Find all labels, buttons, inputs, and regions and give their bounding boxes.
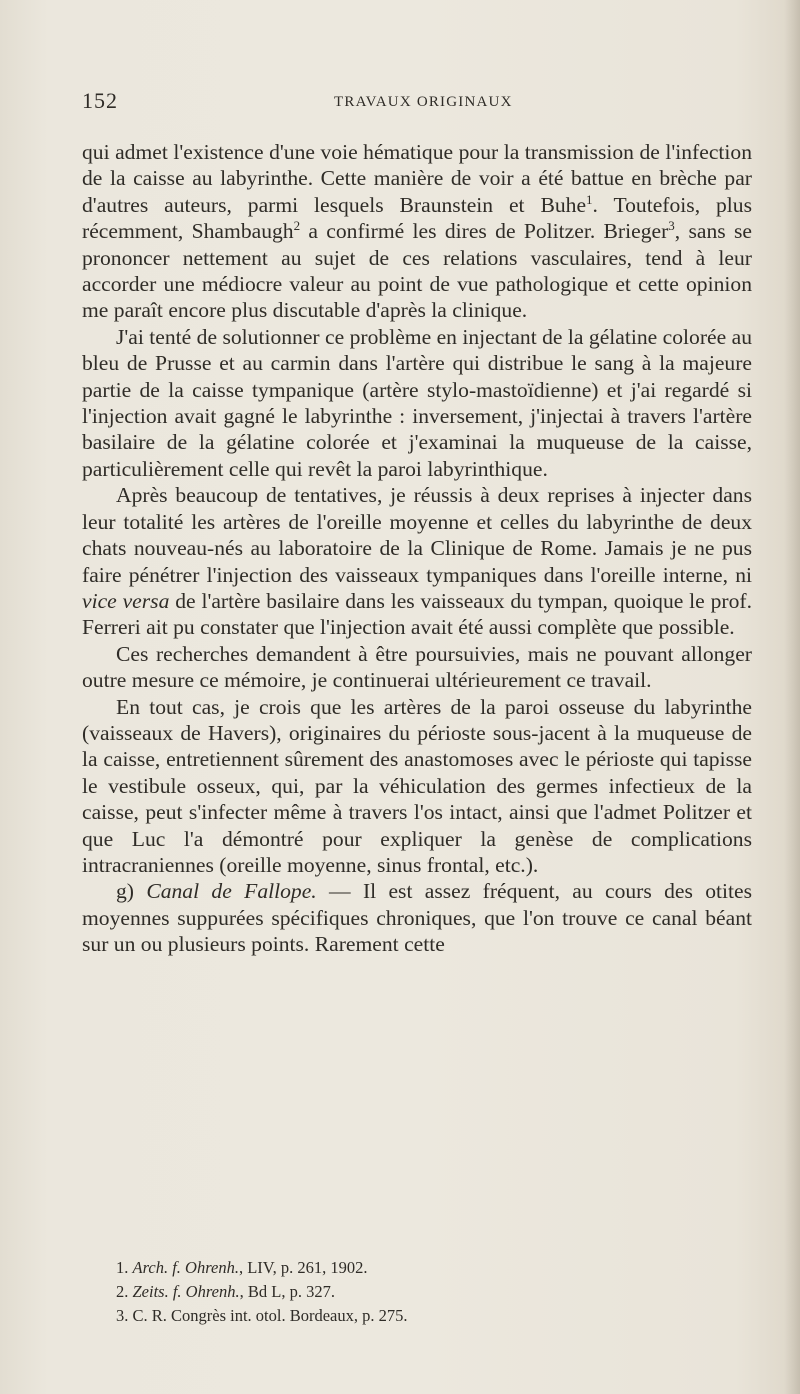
body-text <box>82 139 752 958</box>
page-header <box>82 88 750 118</box>
vice-versa-italic: vice versa <box>82 588 170 613</box>
paragraph-further-research: Ces recherches demandent à être poursuivies, mais ne pouvant allonger outre mesure ce mémoire, je continuerai ultérieurement ce travail. <box>82 641 752 693</box>
paragraph-injection-method: J'ai tenté de solutionner ce problème en injectant de la gélatine colorée au bleu de Prusse et au carmin dans l'artère qui distribue le sang à la majeure partie de la caisse tympanique (artère stylo-mastoïdienne) et j'ai regardé si l'injection avait gagné le labyrinthe : inversement, j'injectai à travers l'artère basilaire de la gélatine colorée et j'examinai la muqueuse de la caisse, particulièrement celle qui revêt la paroi labyrinthique. <box>82 324 752 481</box>
footnote-ref-2: 2 <box>293 218 301 234</box>
paragraph-havers-vessels: En tout cas, je crois que les artères de la paroi osseuse du labyrinthe (vaisseaux de Havers), originaires du périoste sous-jacent à la muqueuse de la caisse, entretiennent sûrement des anastomoses avec le périoste qui tapisse le vestibule osseux, qui, par la véhiculation des germes infectieux de la caisse, peut s'infecter même à travers l'os intact, ainsi que l'admet Politzer et que Luc l'a démontré pour expliquer la genèse de complications intracraniennes (oreille moyenne, sinus frontal, etc.). <box>82 694 752 877</box>
footnote-3: 3. C. R. Congrès int. otol. Bordeaux, p. 275. <box>116 1306 408 1325</box>
paragraph-hematic-route: qui admet l'existence d'une voie hématique pour la transmission de l'infection de la caisse au labyrinthe. Cette manière de voir a été battue en brèche par d'autres auteurs, parmi lesquels Braunstein et Buhe$^1$. Toutefois, plus récemment, Shambaugh$^2$ a confirmé les dires de Politzer. Brieger$^3$, sans se prononcer nettement au sujet de ces relations vasculaires, tend à leur accorder une médiocre valeur au point de vue pathologique et cette opinion me paraît encore plus discutable d'après la clinique. <box>82 140 752 323</box>
footnote-ref-3: 3 <box>668 218 675 234</box>
footnote-1: 1. Arch. f. Ohrenh., LIV, p. 261, 1902. <box>116 1258 368 1277</box>
footnote-ref-1: 1 <box>586 191 593 207</box>
running-head: TRAVAUX ORIGINAUX <box>334 94 513 110</box>
paragraph-injection-results: Après beaucoup de tentatives, je réussis à deux reprises à injecter dans leur totalité les artères de l'oreille moyenne et celles du labyrinthe de deux chats nouveau-nés au laboratoire de la Clinique de Rome. Jamais je ne pus faire pénétrer l'injection des vaisseaux tympaniques dans l'oreille interne, ni vice versa de l'artère basilaire dans les vaisseaux du tympan, quoique le prof. Ferreri ait pu constater que l'injection avait été aussi complète que possible. <box>82 483 752 640</box>
footnote-2: 2. Zeits. f. Ohrenh., Bd L, p. 327. <box>116 1282 335 1301</box>
page-edge-shadow <box>784 0 800 1394</box>
section-label: g) <box>116 879 147 904</box>
page-number: 152 <box>82 88 118 113</box>
section-heading: Canal de Fallope. <box>146 879 317 904</box>
footnotes <box>116 1256 736 1328</box>
paragraph-canal-fallope: g) Canal de Fallope. — Il est assez fréquent, au cours des otites moyennes suppurées spécifiques chroniques, que l'on trouve ce canal béant sur un ou plusieurs points. Rarement cette <box>82 879 752 957</box>
